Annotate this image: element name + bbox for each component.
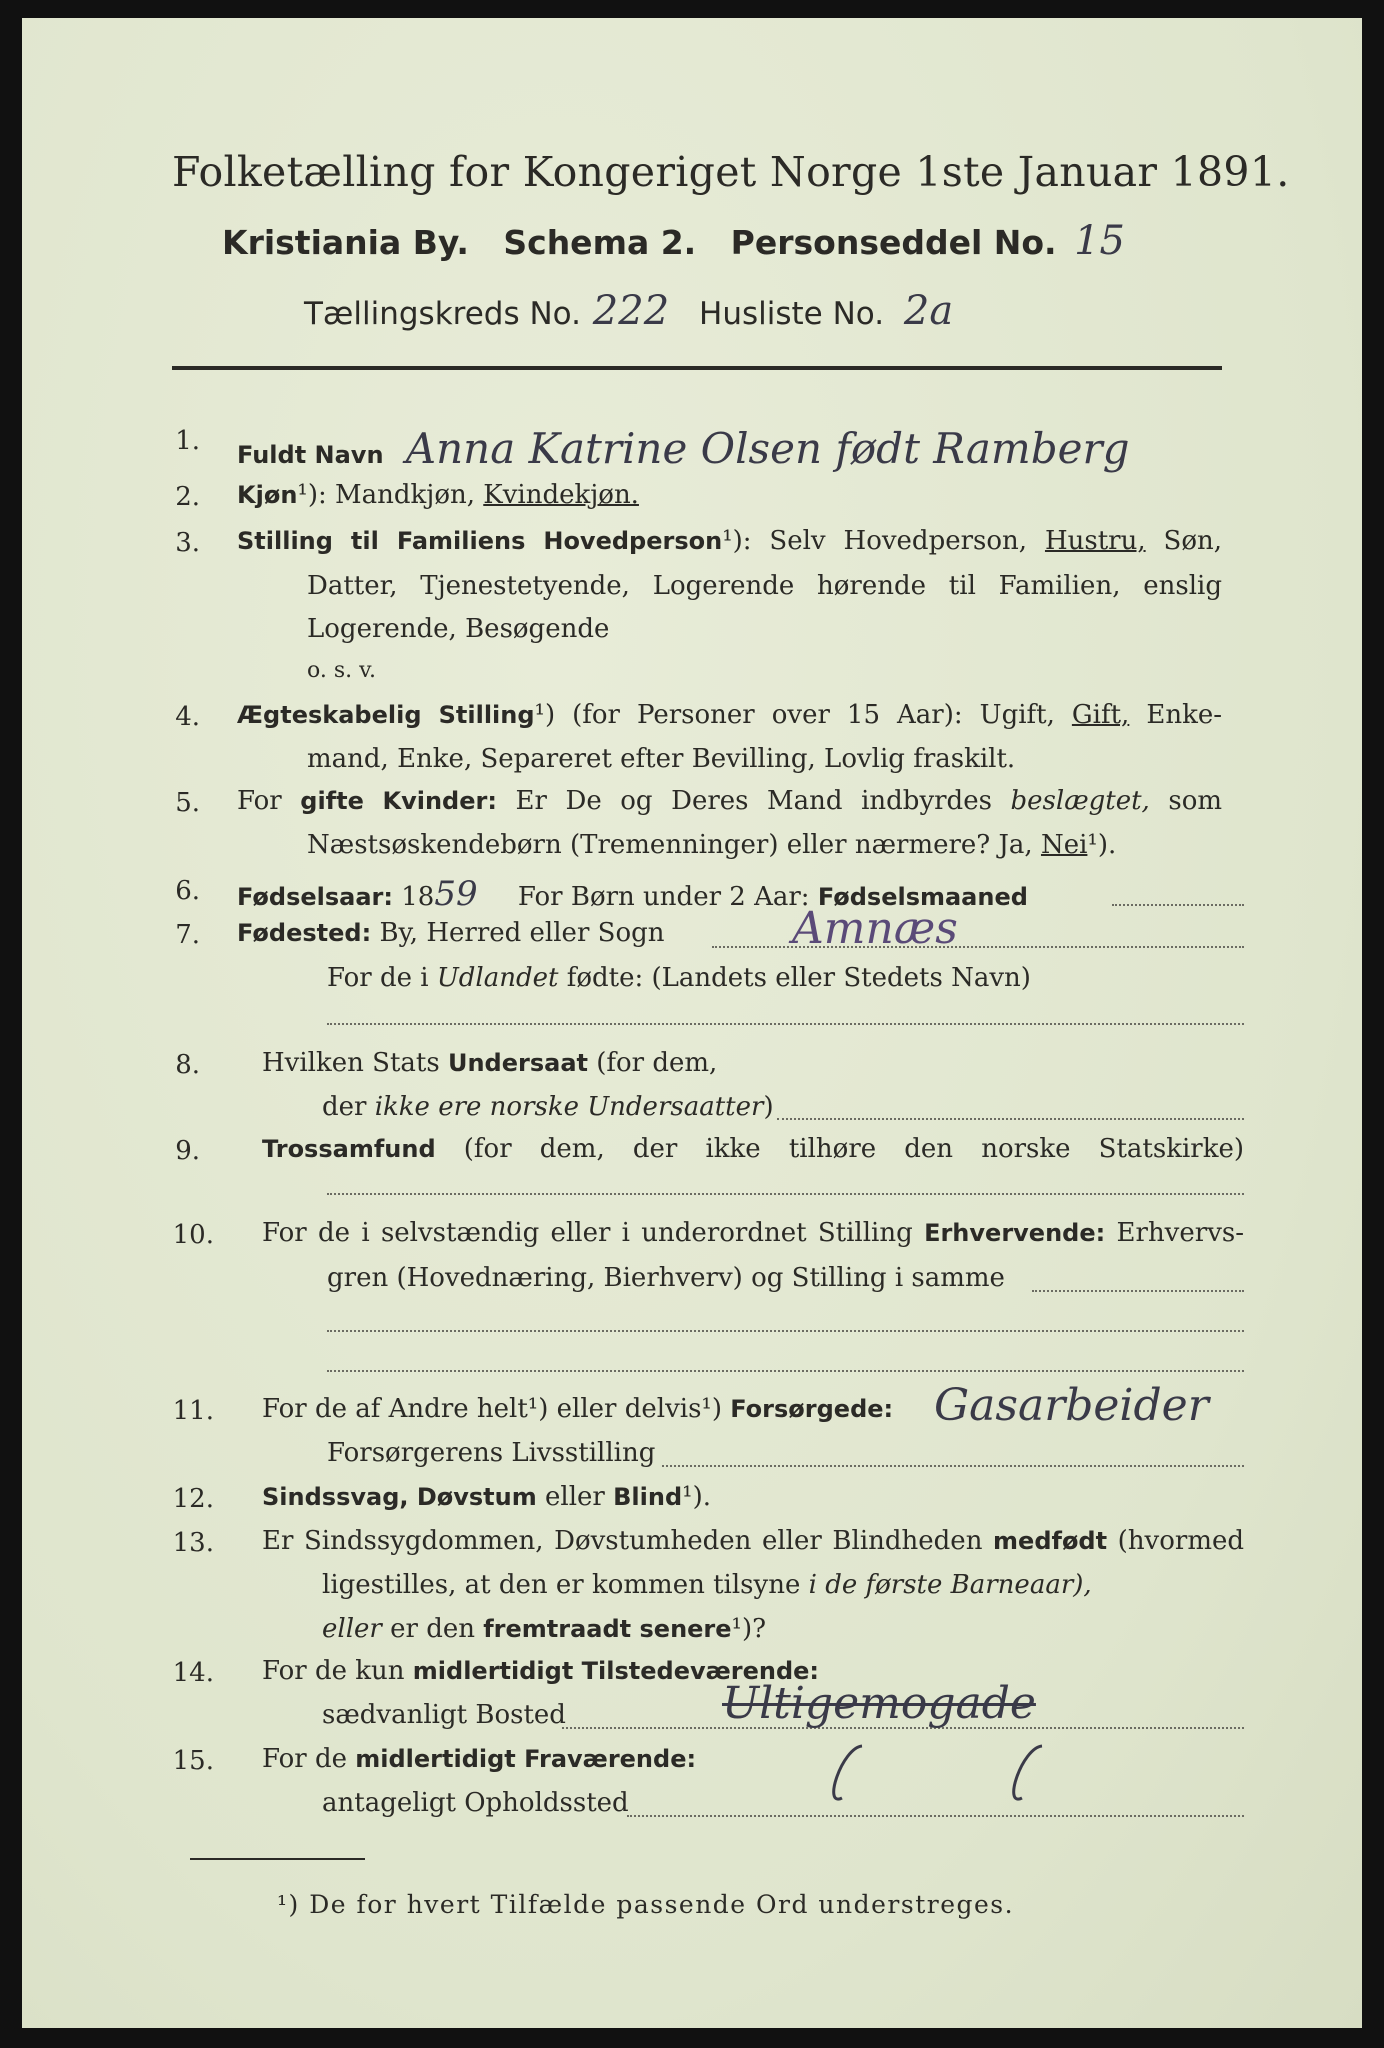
q8-line-2 xyxy=(322,1092,774,1122)
q15-label: midlertidigt Fraværende: xyxy=(355,1745,697,1773)
q8-line-2-pre: der xyxy=(322,1092,367,1122)
q3-text: ¹): Selv Hovedperson, xyxy=(722,526,1028,556)
q12-label: Sindssvag, Døvstum xyxy=(262,1483,537,1511)
q10-blank-line-1 xyxy=(327,1330,1244,1332)
schema-label: Schema 2. xyxy=(503,223,697,262)
q9-text: (for dem, der ikke tilhøre den norske Statskirke) xyxy=(463,1134,1244,1164)
q7-line-1 xyxy=(237,918,665,948)
q4-text: ¹) (for Personer over 15 Aar): Ugift, xyxy=(534,700,1055,730)
q7-text: By, Herred eller Sogn xyxy=(379,918,665,948)
census-form xyxy=(22,18,1362,2028)
q13-line-3-end: ¹)? xyxy=(731,1614,767,1644)
q13-line-3-bold: fremtraadt senere xyxy=(483,1615,732,1643)
q8-line-2-italic: ikke ere norske Undersaatter xyxy=(374,1092,764,1122)
q4-text-after: Enke- xyxy=(1146,700,1222,730)
q12-number: 12. xyxy=(172,1484,214,1514)
q15-number: 15. xyxy=(172,1746,214,1776)
q5-number: 5. xyxy=(175,788,200,818)
header-line-3 xyxy=(304,288,953,334)
q11-number: 11. xyxy=(172,1396,214,1426)
q8-pre: Hvilken Stats xyxy=(262,1048,440,1078)
q3-line-1 xyxy=(237,526,1222,556)
city-label: Kristiania By. xyxy=(222,223,469,262)
q8-number: 8. xyxy=(175,1050,200,1080)
personseddel-number: 15 xyxy=(1074,218,1126,264)
q10-label: Erhvervende: xyxy=(924,1219,1106,1247)
q15-pre: For de xyxy=(262,1744,347,1774)
q10-line-1 xyxy=(262,1218,1244,1248)
q1-label: Fuldt Navn xyxy=(237,441,384,469)
q3-line-3: Logerende, Besøgende xyxy=(307,614,610,644)
q6-number: 6. xyxy=(175,876,200,906)
q10-fill-line xyxy=(1032,1290,1244,1292)
q6-answer: 59 xyxy=(434,874,478,914)
q3-selected-option: Hustru, xyxy=(1044,526,1146,556)
q13-line-2 xyxy=(322,1570,1092,1600)
q11-pre: For de af Andre helt¹) eller delvis¹) xyxy=(262,1394,722,1424)
q1-answer: Anna Katrine Olsen født Ramberg xyxy=(405,424,1130,473)
q2-options: ¹): Mandkjøn, xyxy=(297,480,475,510)
q13-line-1 xyxy=(262,1526,1244,1556)
q14-pre: For de kun xyxy=(262,1656,405,1686)
q15-line-1 xyxy=(262,1744,696,1774)
q11-answer: Gasarbeider xyxy=(934,1380,1209,1431)
q11-label: Forsørgede: xyxy=(730,1395,894,1423)
kreds-number: 222 xyxy=(592,288,670,334)
q3-line-2-text: Datter, Tjenestetyende, Logerende hørende til Familien, enslig xyxy=(307,571,1222,601)
q7-line-2-pre: For de i xyxy=(327,963,429,993)
q13-pre: Er Sindssygdommen, Døvstumheden eller Blindheden xyxy=(262,1526,983,1556)
q14-number: 14. xyxy=(172,1658,214,1688)
q15-line-2: antageligt Opholdssted xyxy=(322,1788,629,1818)
q4-label: Ægteskabelig Stilling xyxy=(237,701,535,729)
q6-prefix: 18 xyxy=(401,882,435,912)
q4-line-2: mand, Enke, Separeret efter Bevilling, Lovlig fraskilt. xyxy=(307,744,1016,774)
q3-label: Stilling til Familiens Hovedperson xyxy=(237,527,723,555)
q11-line-1 xyxy=(262,1394,893,1424)
q8-line-2-end: ) xyxy=(763,1092,774,1122)
q6-text: For Børn under 2 Aar: xyxy=(517,882,810,912)
q13-text: (hvormed xyxy=(1117,1526,1245,1556)
q7-blank-line xyxy=(327,1023,1244,1025)
q6-fill-line xyxy=(1112,904,1244,906)
q8-label: Undersaat xyxy=(447,1049,588,1077)
q10-text: Erhvervs- xyxy=(1116,1218,1245,1248)
footnote-rule xyxy=(190,1858,365,1860)
q7-line-2 xyxy=(327,963,1031,993)
q5-line-2-text: Næstsøskendebørn (Tremenninger) eller nærmere? Ja, xyxy=(307,830,1033,860)
q7-line-2-italic: Udlandet xyxy=(436,963,559,993)
q3-number: 3. xyxy=(175,528,200,558)
q2-row xyxy=(237,480,639,510)
q6-label-2: Fødselsmaaned xyxy=(817,883,1028,911)
header-rule xyxy=(172,366,1222,370)
personseddel-label: Personseddel No. xyxy=(730,223,1057,262)
form-title: Folketælling for Kongeriget Norge 1ste Januar 1891. xyxy=(172,148,1290,196)
q4-selected-option: Gift, xyxy=(1071,700,1130,730)
q7-label: Fødested: xyxy=(237,919,372,947)
q9-label: Trossamfund xyxy=(262,1135,436,1163)
q8-text: (for dem, xyxy=(596,1048,718,1078)
q13-number: 13. xyxy=(172,1528,214,1558)
q7-line-2-text: fødte: (Landets eller Stedets Navn) xyxy=(566,963,1031,993)
q12-row xyxy=(262,1482,711,1512)
q8-line-1 xyxy=(262,1048,717,1078)
q5-pre: For xyxy=(237,786,282,816)
q5-line-2 xyxy=(307,830,1116,860)
husliste-label: Husliste No. xyxy=(699,296,885,332)
kreds-label: Tællingskreds No. xyxy=(304,296,581,332)
q11-line-2: Forsørgerens Livsstilling xyxy=(327,1438,656,1468)
q7-number: 7. xyxy=(175,920,200,950)
q13-line-3-italic: eller xyxy=(322,1614,382,1644)
q1-row xyxy=(237,424,1129,473)
q8-fill-line xyxy=(777,1118,1244,1120)
q4-line-1 xyxy=(237,700,1222,730)
header-line-2 xyxy=(222,218,1125,264)
q5-after: som xyxy=(1168,786,1223,816)
q5-text: Er De og Deres Mand indbyrdes xyxy=(515,786,992,816)
q10-blank-line-2 xyxy=(327,1370,1244,1372)
ditto-marks xyxy=(802,1738,1062,1818)
q14-label: midlertidigt Tilstedeværende: xyxy=(412,1657,820,1685)
q4-number: 4. xyxy=(175,702,200,732)
q12-mid: eller xyxy=(545,1482,605,1512)
q11-fill-line xyxy=(662,1465,1244,1467)
q7-answer: Amnæs xyxy=(792,903,958,954)
q6-label: Fødselsaar: xyxy=(237,883,393,911)
q5-line-1 xyxy=(237,786,1222,816)
q3-text-after: Søn, xyxy=(1163,526,1222,556)
q1-number: 1. xyxy=(175,426,200,456)
q13-line-2-italic: i de første Barneaar), xyxy=(808,1570,1092,1600)
q5-line-2-end: ¹). xyxy=(1087,830,1117,860)
q14-answer-struck: Ultigemogade xyxy=(722,1678,1036,1729)
q13-line-3-mid: er den xyxy=(390,1614,475,1644)
q2-label: Kjøn xyxy=(237,481,298,509)
q12-label-2: Blind xyxy=(613,1483,683,1511)
q9-number: 9. xyxy=(175,1136,200,1166)
q10-pre: For de i selvstændig eller i underordnet Stilling xyxy=(262,1218,913,1248)
footnote-text: ¹) De for hvert Tilfælde passende Ord understreges. xyxy=(277,1890,1015,1919)
q14-line-2: sædvanligt Bosted xyxy=(322,1700,566,1730)
q3-line-4: o. s. v. xyxy=(307,658,376,683)
q5-label: gifte Kvinder: xyxy=(300,787,497,815)
q13-line-2-pre: ligestilles, at den er kommen tilsyne xyxy=(322,1570,801,1600)
q10-line-2: gren (Hovednæring, Bierhverv) og Stilling i samme xyxy=(327,1263,1005,1293)
q9-row xyxy=(262,1134,1244,1164)
q2-number: 2. xyxy=(175,482,200,512)
q9-blank-line xyxy=(327,1193,1244,1195)
q10-number: 10. xyxy=(172,1220,214,1250)
q5-selected-option: Nei xyxy=(1040,830,1088,860)
husliste-number: 2a xyxy=(903,288,954,334)
q13-line-3 xyxy=(322,1614,766,1644)
q3-line-2 xyxy=(307,571,1222,601)
q13-label: medfødt xyxy=(993,1527,1108,1555)
q2-selected-option: Kvindekjøn. xyxy=(483,480,639,510)
q5-italic: beslægtet, xyxy=(1010,786,1150,816)
q12-end: ¹). xyxy=(682,1482,711,1512)
